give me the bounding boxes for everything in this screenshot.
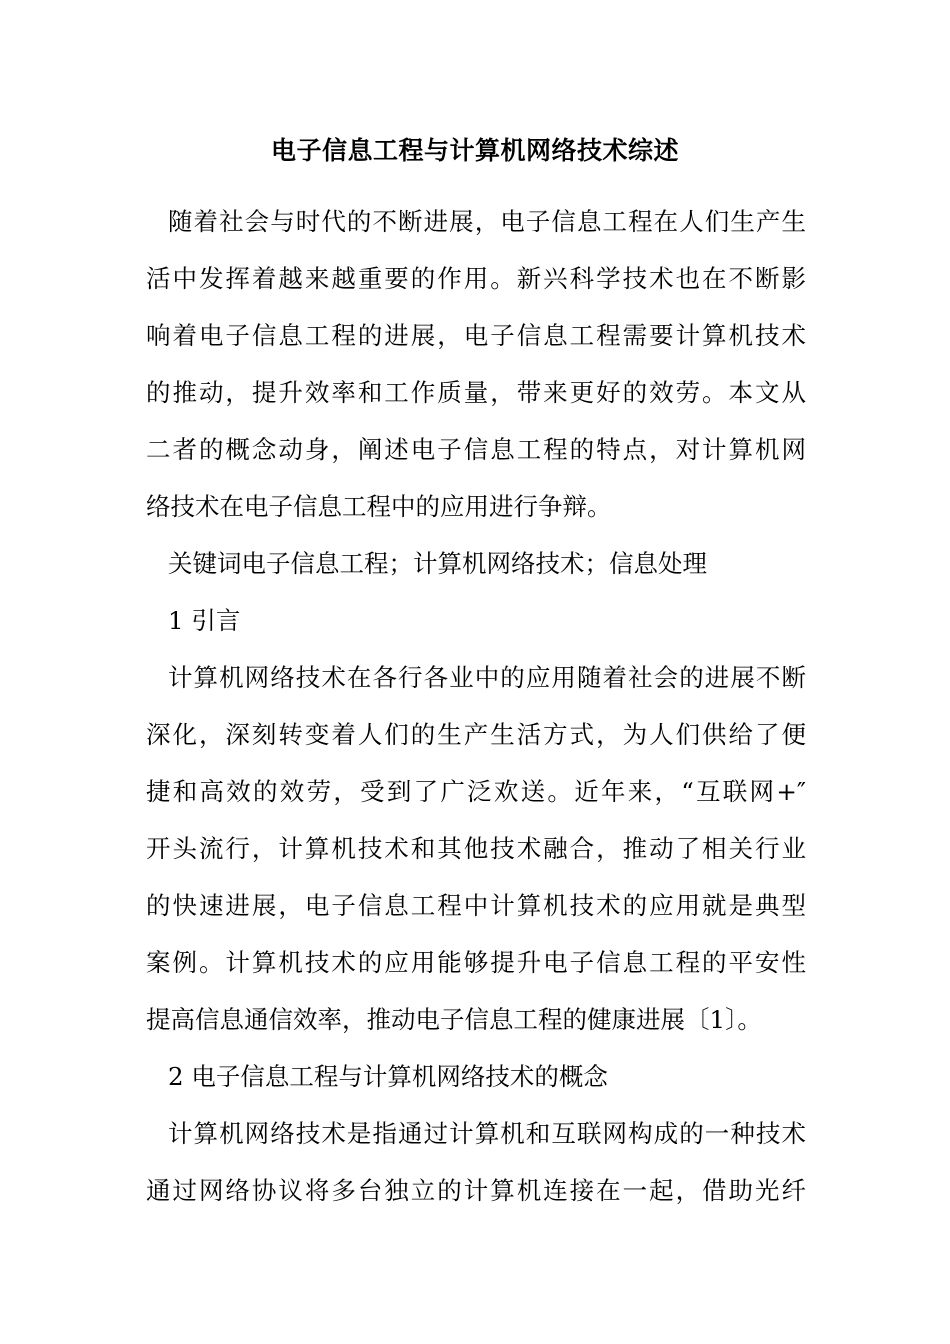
section-heading-concepts: 2 电子信息工程与计算机网络技术的概念 bbox=[168, 1062, 608, 1091]
body-line: 计算机网络技术在各行各业中的应用随着社会的进展不断 bbox=[168, 663, 806, 692]
abstract-line: 响着电子信息工程的进展，电子信息工程需要计算机技术 bbox=[146, 321, 806, 350]
body-line: 提高信息通信效率，推动电子信息工程的健康进展〔1〕。 bbox=[146, 1005, 762, 1034]
body-line: 案例。计算机技术的应用能够提升电子信息工程的平安性 bbox=[146, 948, 806, 977]
body-line: 开头流行，计算机技术和其他技术融合，推动了相关行业 bbox=[146, 834, 806, 863]
document-title: 电子信息工程与计算机网络技术综述 bbox=[270, 136, 679, 165]
section-heading-introduction: 1 引言 bbox=[168, 606, 241, 635]
body-line: 计算机网络技术是指通过计算机和互联网构成的一种技术 bbox=[168, 1119, 806, 1148]
abstract-line: 的推动，提升效率和工作质量，带来更好的效劳。本文从 bbox=[146, 378, 806, 407]
body-line: 的快速进展，电子信息工程中计算机技术的应用就是典型 bbox=[146, 891, 806, 920]
body-line: 深化，深刻转变着人们的生产生活方式，为人们供给了便 bbox=[146, 720, 806, 749]
abstract-line: 随着社会与时代的不断进展，电子信息工程在人们生产生 bbox=[168, 207, 806, 236]
keywords-line: 关键词电子信息工程；计算机网络技术；信息处理 bbox=[168, 549, 707, 578]
abstract-line: 活中发挥着越来越重要的作用。新兴科学技术也在不断影 bbox=[146, 264, 806, 293]
body-line: 通过网络协议将多台独立的计算机连接在一起，借助光纤 bbox=[146, 1176, 806, 1205]
abstract-line: 二者的概念动身，阐述电子信息工程的特点，对计算机网 bbox=[146, 435, 806, 464]
body-line: 捷和高效的效劳，受到了广泛欢送。近年来，“互联网+″ bbox=[146, 777, 806, 806]
abstract-line: 络技术在电子信息工程中的应用进行争辩。 bbox=[146, 492, 612, 521]
